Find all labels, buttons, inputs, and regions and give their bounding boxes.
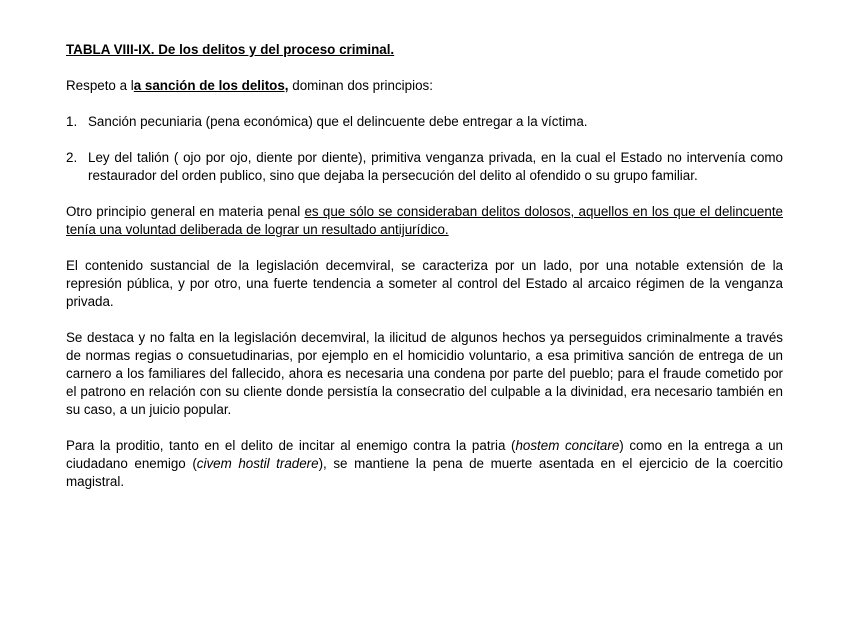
proditio-paragraph	[66, 437, 783, 491]
document-page	[66, 41, 783, 509]
list-item-text: Ley del talión ( ojo por ojo, diente por diente), primitiva venganza privada, en la cual el Estado no intervenía como restaurador del orden publico, sino que dejaba la persecución del delito al ofendido o su grupo familiar.	[88, 150, 783, 183]
intro-text-after: dominan dos principios:	[288, 78, 433, 93]
list-item-number: 2.	[66, 150, 78, 165]
proditio-part1: Para la proditio, tanto en el delito de incitar al enemigo contra la patria (	[66, 438, 516, 453]
list-item	[66, 113, 783, 131]
principles-list	[66, 113, 783, 185]
intro-emphasis: a sanción de los delitos,	[133, 78, 289, 93]
proditio-italic1: hostem concitare	[515, 438, 620, 453]
contenido-paragraph: El contenido sustancial de la legislación decemviral, se caracteriza por un lado, por una notable extensión de la represión pública, y por otro, una fuerte tendencia a someter al control del Estado al arcaico régimen de la venganza privada.	[66, 258, 783, 309]
document-title: TABLA VIII-IX. De los delitos y del proceso criminal.	[66, 42, 395, 57]
list-item-text: Sanción pecuniaria (pena económica) que el delincuente debe entregar a la víctima.	[88, 114, 588, 129]
proditio-italic2: civem hostil tradere	[196, 456, 319, 471]
general-principle-underlined: es que sólo se consideraban delitos dolosos, aquellos en los que el delincuente tenía una voluntad deliberada de lograr un resultado antijurídico.	[66, 204, 783, 237]
intro-text-before: Respeto a l	[66, 78, 134, 93]
list-item-number: 1.	[66, 114, 78, 129]
general-principle-before: Otro principio general en materia penal	[66, 204, 305, 219]
general-principle-paragraph	[66, 203, 783, 239]
proditio-part3: ), se mantiene la pena de muerte asentada en el ejercicio de la coercitio magistral.	[66, 456, 783, 489]
list-item	[66, 149, 783, 185]
intro-paragraph	[66, 77, 783, 95]
proditio-part2: ) como en la entrega a un ciudadano enemigo (	[66, 438, 784, 471]
destaca-paragraph: Se destaca y no falta en la legislación decemviral, la ilicitud de algunos hechos ya perseguidos criminalmente a través de normas regias o consuetudinarias, por ejemplo en el homicidio voluntario, a esa primitiva sanción de entrega de un carnero a los familiares del fallecido, ahora es necesaria una condena por parte del pueblo; para el fraude cometido por el patrono en relación con su cliente donde persistía la consecratio del culpable a la divinidad, era necesario también en su caso, a un juicio popular.	[66, 330, 783, 417]
